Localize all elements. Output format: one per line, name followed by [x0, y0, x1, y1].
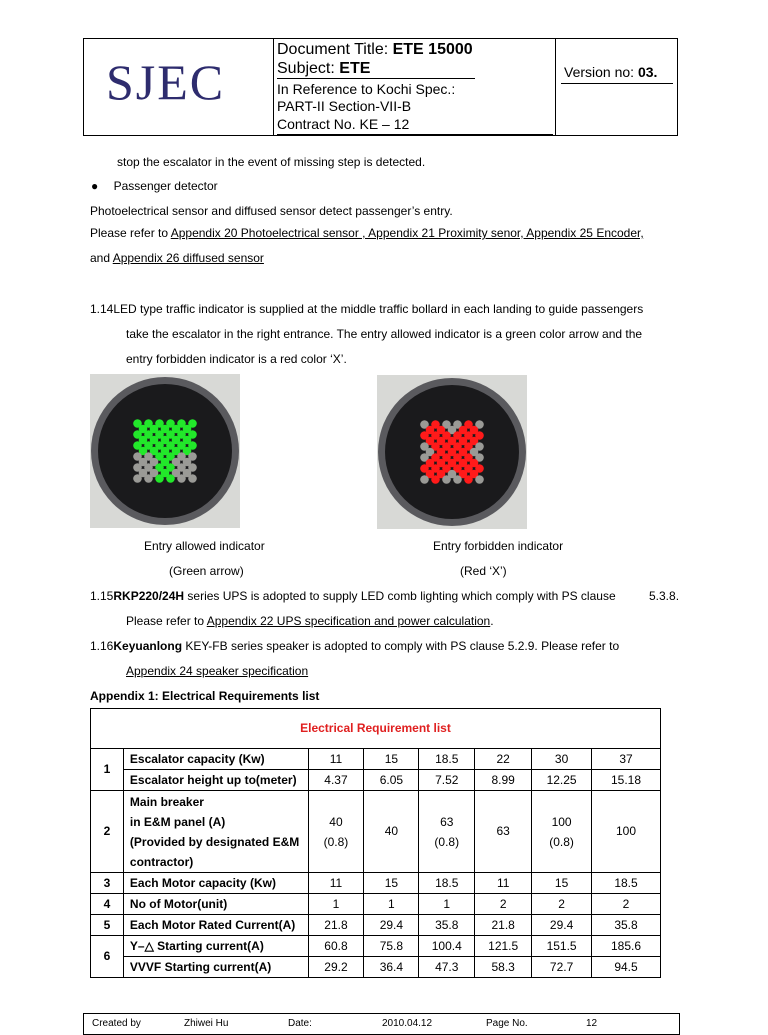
- electrical-requirements-table: [90, 708, 661, 978]
- para-1-15-line2: Please refer to Appendix 22 UPS specification and power calculation.: [126, 614, 494, 628]
- logo-cell: [84, 39, 274, 135]
- contract-line: Contract No. KE – 12: [277, 116, 410, 132]
- bullet-icon: ●: [91, 179, 99, 193]
- para-1-14-line1: 1.14LED type traffic indicator is supplied at the middle traffic bollard in each landing to guide passengers: [90, 302, 644, 316]
- para-1-15-line1: 1.15RKP220/24H series UPS is adopted to supply LED comb lighting which comply with PS clause: [90, 589, 616, 603]
- led-dot-off: [188, 474, 197, 483]
- version-cell: [555, 39, 678, 135]
- led-dot-off: [144, 474, 153, 483]
- led-dot-off: [453, 475, 462, 484]
- date-value: 2010.04.12: [382, 1018, 433, 1029]
- created-by-label: Created by: [92, 1018, 141, 1029]
- para-1-15-clause: 5.3.8.: [649, 589, 680, 603]
- reference-line: In Reference to Kochi Spec.:: [277, 81, 456, 97]
- led-dot-off: [420, 475, 429, 484]
- version-underline: [561, 83, 673, 84]
- appendix-26-link[interactable]: Appendix 26 diffused sensor: [112, 251, 264, 265]
- table-row: 5 Each Motor Rated Current(A) 21.8 29.4 35.8 21.8 29.4 35.8: [91, 915, 661, 936]
- led-dot-off: [177, 474, 186, 483]
- led-dot-off: [442, 475, 451, 484]
- led-dot-off: [133, 474, 142, 483]
- caption-entry-forbidden: Entry forbidden indicator: [433, 539, 564, 553]
- document-footer: [83, 1013, 680, 1035]
- para-1-16-line1: 1.16Keyuanlong KEY-FB series speaker is adopted to comply with PS clause 5.2.9. Please refer to: [90, 639, 620, 653]
- table-row: Escalator height up to(meter) 4.37 6.05 7.52 8.99 12.25 15.18: [91, 770, 661, 791]
- para-1-14-line2: take the escalator in the right entrance. The entry allowed indicator is a green color arrow and the: [126, 327, 643, 341]
- page-label: Page No.: [486, 1018, 528, 1029]
- led-dot-off: [475, 475, 484, 484]
- green-arrow-led-matrix: [90, 374, 240, 528]
- company-logo: SJEC: [106, 54, 226, 110]
- document-subject: Subject: ETE: [277, 60, 371, 77]
- body-line-and: and Appendix 26 diffused sensor: [90, 251, 264, 265]
- caption-entry-allowed: Entry allowed indicator: [144, 539, 265, 553]
- table-title: Electrical Requirement list: [91, 709, 661, 749]
- contract-underline: [277, 134, 553, 135]
- date-label: Date:: [288, 1018, 312, 1029]
- led-dot-lit: [431, 475, 440, 484]
- red-x-led-matrix: [377, 375, 527, 529]
- page-value: 12: [586, 1018, 598, 1029]
- led-dot-lit: [166, 474, 175, 483]
- table-row: 1 Escalator capacity (Kw) 11 15 18.5 22 30 37: [91, 749, 661, 770]
- subject-underline: [277, 78, 475, 79]
- appendix-22-link[interactable]: Appendix 22 UPS specification and power calculation: [206, 614, 491, 628]
- body-line-sensors: Photoelectrical sensor and diffused sensor detect passenger’s entry.: [90, 204, 453, 218]
- table-row: 6 Y–△ Starting current(A) 60.8 75.8 100.4 121.5 151.5 185.6: [91, 936, 661, 957]
- appendix-links[interactable]: Appendix 20 Photoelectrical sensor , Appendix 21 Proximity senor, Appendix 25 Encoder,: [170, 226, 644, 240]
- body-line-refer: Please refer to Appendix 20 Photoelectrical sensor , Appendix 21 Proximity senor, Appendix 25 Encoder,: [90, 226, 644, 240]
- version-number: Version no: 03.: [564, 64, 658, 80]
- appendix-24-link[interactable]: Appendix 24 speaker specification: [126, 664, 309, 678]
- appendix-1-heading: Appendix 1: Electrical Requirements list: [90, 689, 320, 703]
- body-line-missing-step: stop the escalator in the event of missing step is detected.: [117, 155, 426, 169]
- created-by-value: Zhiwei Hu: [184, 1018, 229, 1029]
- part-line: PART-II Section-VII-B: [277, 98, 412, 114]
- table-row: 2 Main breaker in E&M panel (A) (Provided by designated E&M contractor) 40 (0.8) 40 63 (0.8) 63 100 (0.8) 100: [91, 791, 661, 873]
- para-1-14-line3: entry forbidden indicator is a red color ‘X’.: [126, 352, 347, 366]
- table-row: 4 No of Motor(unit) 1 1 1 2 2 2: [91, 894, 661, 915]
- table-row: 3 Each Motor capacity (Kw) 11 15 18.5 11 15 18.5: [91, 873, 661, 894]
- caption-red-x: (Red ‘X’): [460, 564, 507, 578]
- entry-forbidden-indicator-photo: [377, 375, 527, 529]
- caption-green-arrow: (Green arrow): [169, 564, 244, 578]
- led-dot-lit: [155, 474, 164, 483]
- document-title: Document Title: ETE 15000: [277, 41, 473, 58]
- document-header: [83, 38, 678, 136]
- bullet-passenger-detector: ● Passenger detector: [91, 179, 218, 193]
- led-dot-lit: [464, 475, 473, 484]
- entry-allowed-indicator-photo: [90, 374, 240, 528]
- table-row: VVVF Starting current(A) 29.2 36.4 47.3 58.3 72.7 94.5: [91, 957, 661, 978]
